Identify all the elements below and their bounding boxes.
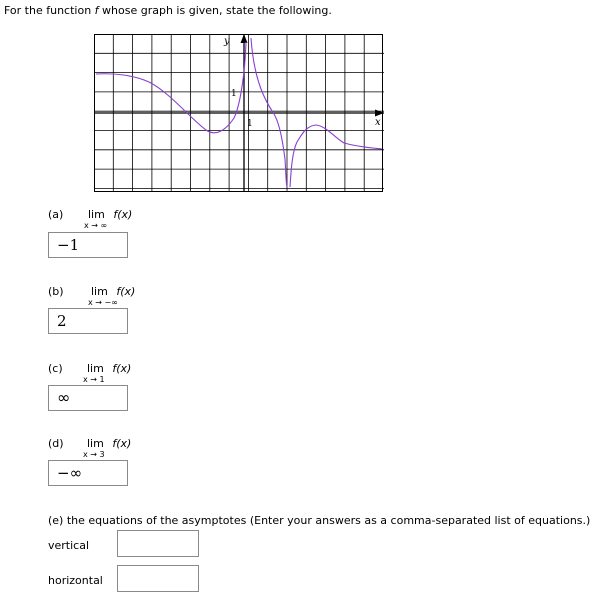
vertical-asymptote-label: vertical — [48, 539, 90, 552]
curve-middle-branch-right — [290, 125, 382, 187]
part-d-function: f(x) — [112, 437, 132, 450]
part-d-lim-text: lim — [87, 437, 104, 450]
part-c-lim-text: lim — [87, 362, 104, 375]
horizontal-asymptote-input[interactable] — [117, 565, 199, 592]
part-a-lim-text: lim — [88, 208, 105, 221]
prompt-before: For the function — [4, 4, 95, 17]
y-axis-label: y — [224, 36, 230, 47]
part-a-limit — [84, 208, 133, 230]
question-prompt — [4, 4, 332, 17]
part-c-limit — [83, 362, 132, 384]
part-b-label: (b) — [48, 285, 64, 298]
x-tick-label: 1 — [247, 119, 253, 129]
part-a-function: f(x) — [113, 208, 133, 221]
prompt-function-name: f — [94, 4, 99, 17]
part-b-answer-field[interactable]: 2 — [48, 308, 128, 334]
part-a-subscript: x → ∞ — [84, 221, 108, 230]
part-e-label: (e) the equations of the asymptotes (Enter your answers as a comma-separated list of equations.) — [48, 514, 591, 527]
part-d-label: (d) — [48, 437, 64, 450]
y-axis-arrow — [241, 34, 248, 43]
part-d-subscript: x → 3 — [83, 450, 105, 459]
part-b-function: f(x) — [116, 285, 136, 298]
vertical-asymptote-input[interactable] — [117, 530, 199, 557]
y-tick-label: 1 — [231, 89, 237, 99]
function-graph — [94, 34, 384, 192]
part-c-label: (c) — [48, 362, 63, 375]
part-b-limit — [88, 285, 136, 307]
x-axis-label: x — [375, 117, 381, 128]
part-c-answer-field[interactable]: ∞ — [48, 385, 128, 411]
part-d-answer-field[interactable]: −∞ — [48, 460, 128, 486]
part-b-lim-text: lim — [91, 285, 108, 298]
part-c-function: f(x) — [112, 362, 132, 375]
horizontal-asymptote-label: horizontal — [48, 574, 103, 587]
prompt-after: whose graph is given, state the following. — [98, 4, 332, 17]
part-d-limit — [83, 437, 132, 459]
part-b-subscript: x → −∞ — [88, 298, 118, 307]
part-c-subscript: x → 1 — [83, 375, 105, 384]
part-a-answer-field[interactable]: −1 — [48, 232, 128, 258]
part-a-label: (a) — [48, 208, 64, 221]
